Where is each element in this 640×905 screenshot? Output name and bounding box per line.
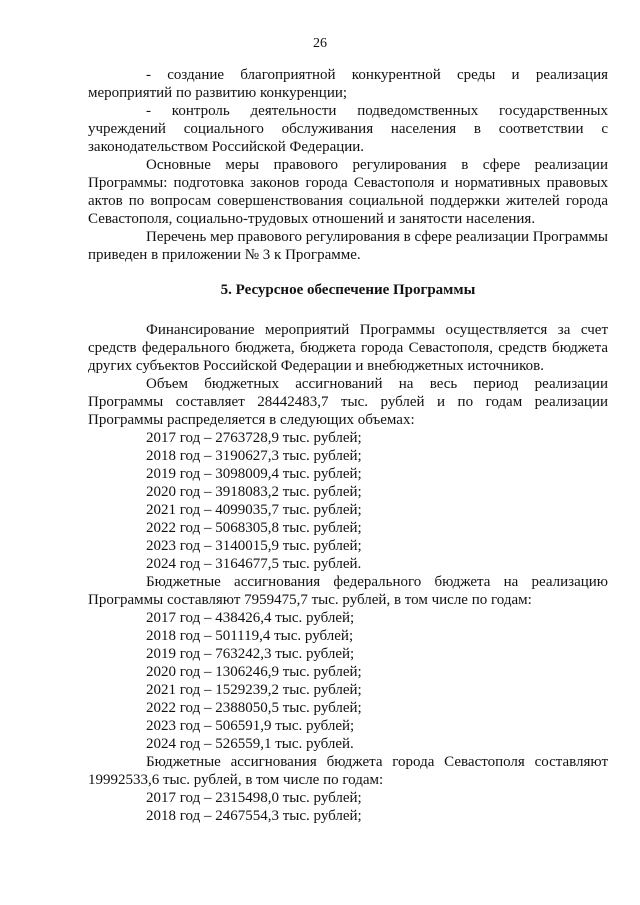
list-item: 2018 год – 501119,4 тыс. рублей; xyxy=(146,628,354,644)
list-item: 2017 год – 2315498,0 тыс. рублей; xyxy=(146,790,362,806)
list-item: 2023 год – 3140015,9 тыс. рублей; xyxy=(146,538,362,554)
federal-allocations-list xyxy=(88,609,608,753)
list-item: 2021 год – 1529239,2 тыс. рублей; xyxy=(146,682,362,698)
list-item: 2021 год – 4099035,7 тыс. рублей; xyxy=(146,502,362,518)
paragraph-legal-measures: Основные меры правового регулирования в сфере реализации Программы: подготовка законов города Севастополя и нормативных правовых актов по вопросам совершенствования социальной поддержки жителей города Севастополя, социально-трудовых отношений и занятости населения. xyxy=(88,157,608,227)
list-item: 2017 год – 438426,4 тыс. рублей; xyxy=(146,610,355,626)
paragraph-measures-list-reference: Перечень мер правового регулирования в сфере реализации Программы приведен в приложении № 3 к Программе. xyxy=(88,229,608,263)
section-heading: 5. Ресурсное обеспечение Программы xyxy=(220,282,476,298)
total-allocations-list xyxy=(88,429,608,573)
list-item: 2017 год – 2763728,9 тыс. рублей; xyxy=(146,430,362,446)
paragraph-city-allocations: Бюджетные ассигнования бюджета города Севастополя составляют 19992533,6 тыс. рублей, в том числе по годам: xyxy=(88,754,608,788)
paragraph-federal-allocations: Бюджетные ассигнования федерального бюджета на реализацию Программы составляют 7959475,7 тыс. рублей, в том числе по годам: xyxy=(88,574,608,608)
paragraph-financing: Финансирование мероприятий Программы осуществляется за счет средств федерального бюджета, бюджета города Севастополя, средств бюджета других субъектов Российской Федерации и внебюджетных источников. xyxy=(88,322,608,374)
list-item: 2023 год – 506591,9 тыс. рублей; xyxy=(146,718,355,734)
city-allocations-list xyxy=(88,789,608,825)
list-item: 2020 год – 1306246,9 тыс. рублей; xyxy=(146,664,362,680)
list-item: 2022 год – 2388050,5 тыс. рублей; xyxy=(146,700,362,716)
document-body xyxy=(88,66,608,825)
list-item: 2019 год – 763242,3 тыс. рублей; xyxy=(146,646,355,662)
list-item: 2019 год – 3098009,4 тыс. рублей; xyxy=(146,466,362,482)
list-item: 2020 год – 3918083,2 тыс. рублей; xyxy=(146,484,362,500)
page-number: 26 xyxy=(313,36,327,51)
list-item: 2018 год – 2467554,3 тыс. рублей; xyxy=(146,808,362,824)
paragraph-total-allocations: Объем бюджетных ассигнований на весь период реализации Программы составляет 28442483,7 тыс. рублей и по годам реализации Программы распределяется в следующих объемах: xyxy=(88,376,608,428)
list-item: 2024 год – 526559,1 тыс. рублей. xyxy=(146,736,354,752)
list-item: 2018 год – 3190627,3 тыс. рублей; xyxy=(146,448,362,464)
list-item: 2024 год – 3164677,5 тыс. рублей. xyxy=(146,556,362,572)
bullet-control: - контроль деятельности подведомственных государственных учреждений социального обслуживания населения в соответствии с законодательством Российской Федерации. xyxy=(88,103,608,155)
list-item: 2022 год – 5068305,8 тыс. рублей; xyxy=(146,520,362,536)
bullet-competition: - создание благоприятной конкурентной среды и реализация мероприятий по развитию конкуренции; xyxy=(88,67,608,101)
